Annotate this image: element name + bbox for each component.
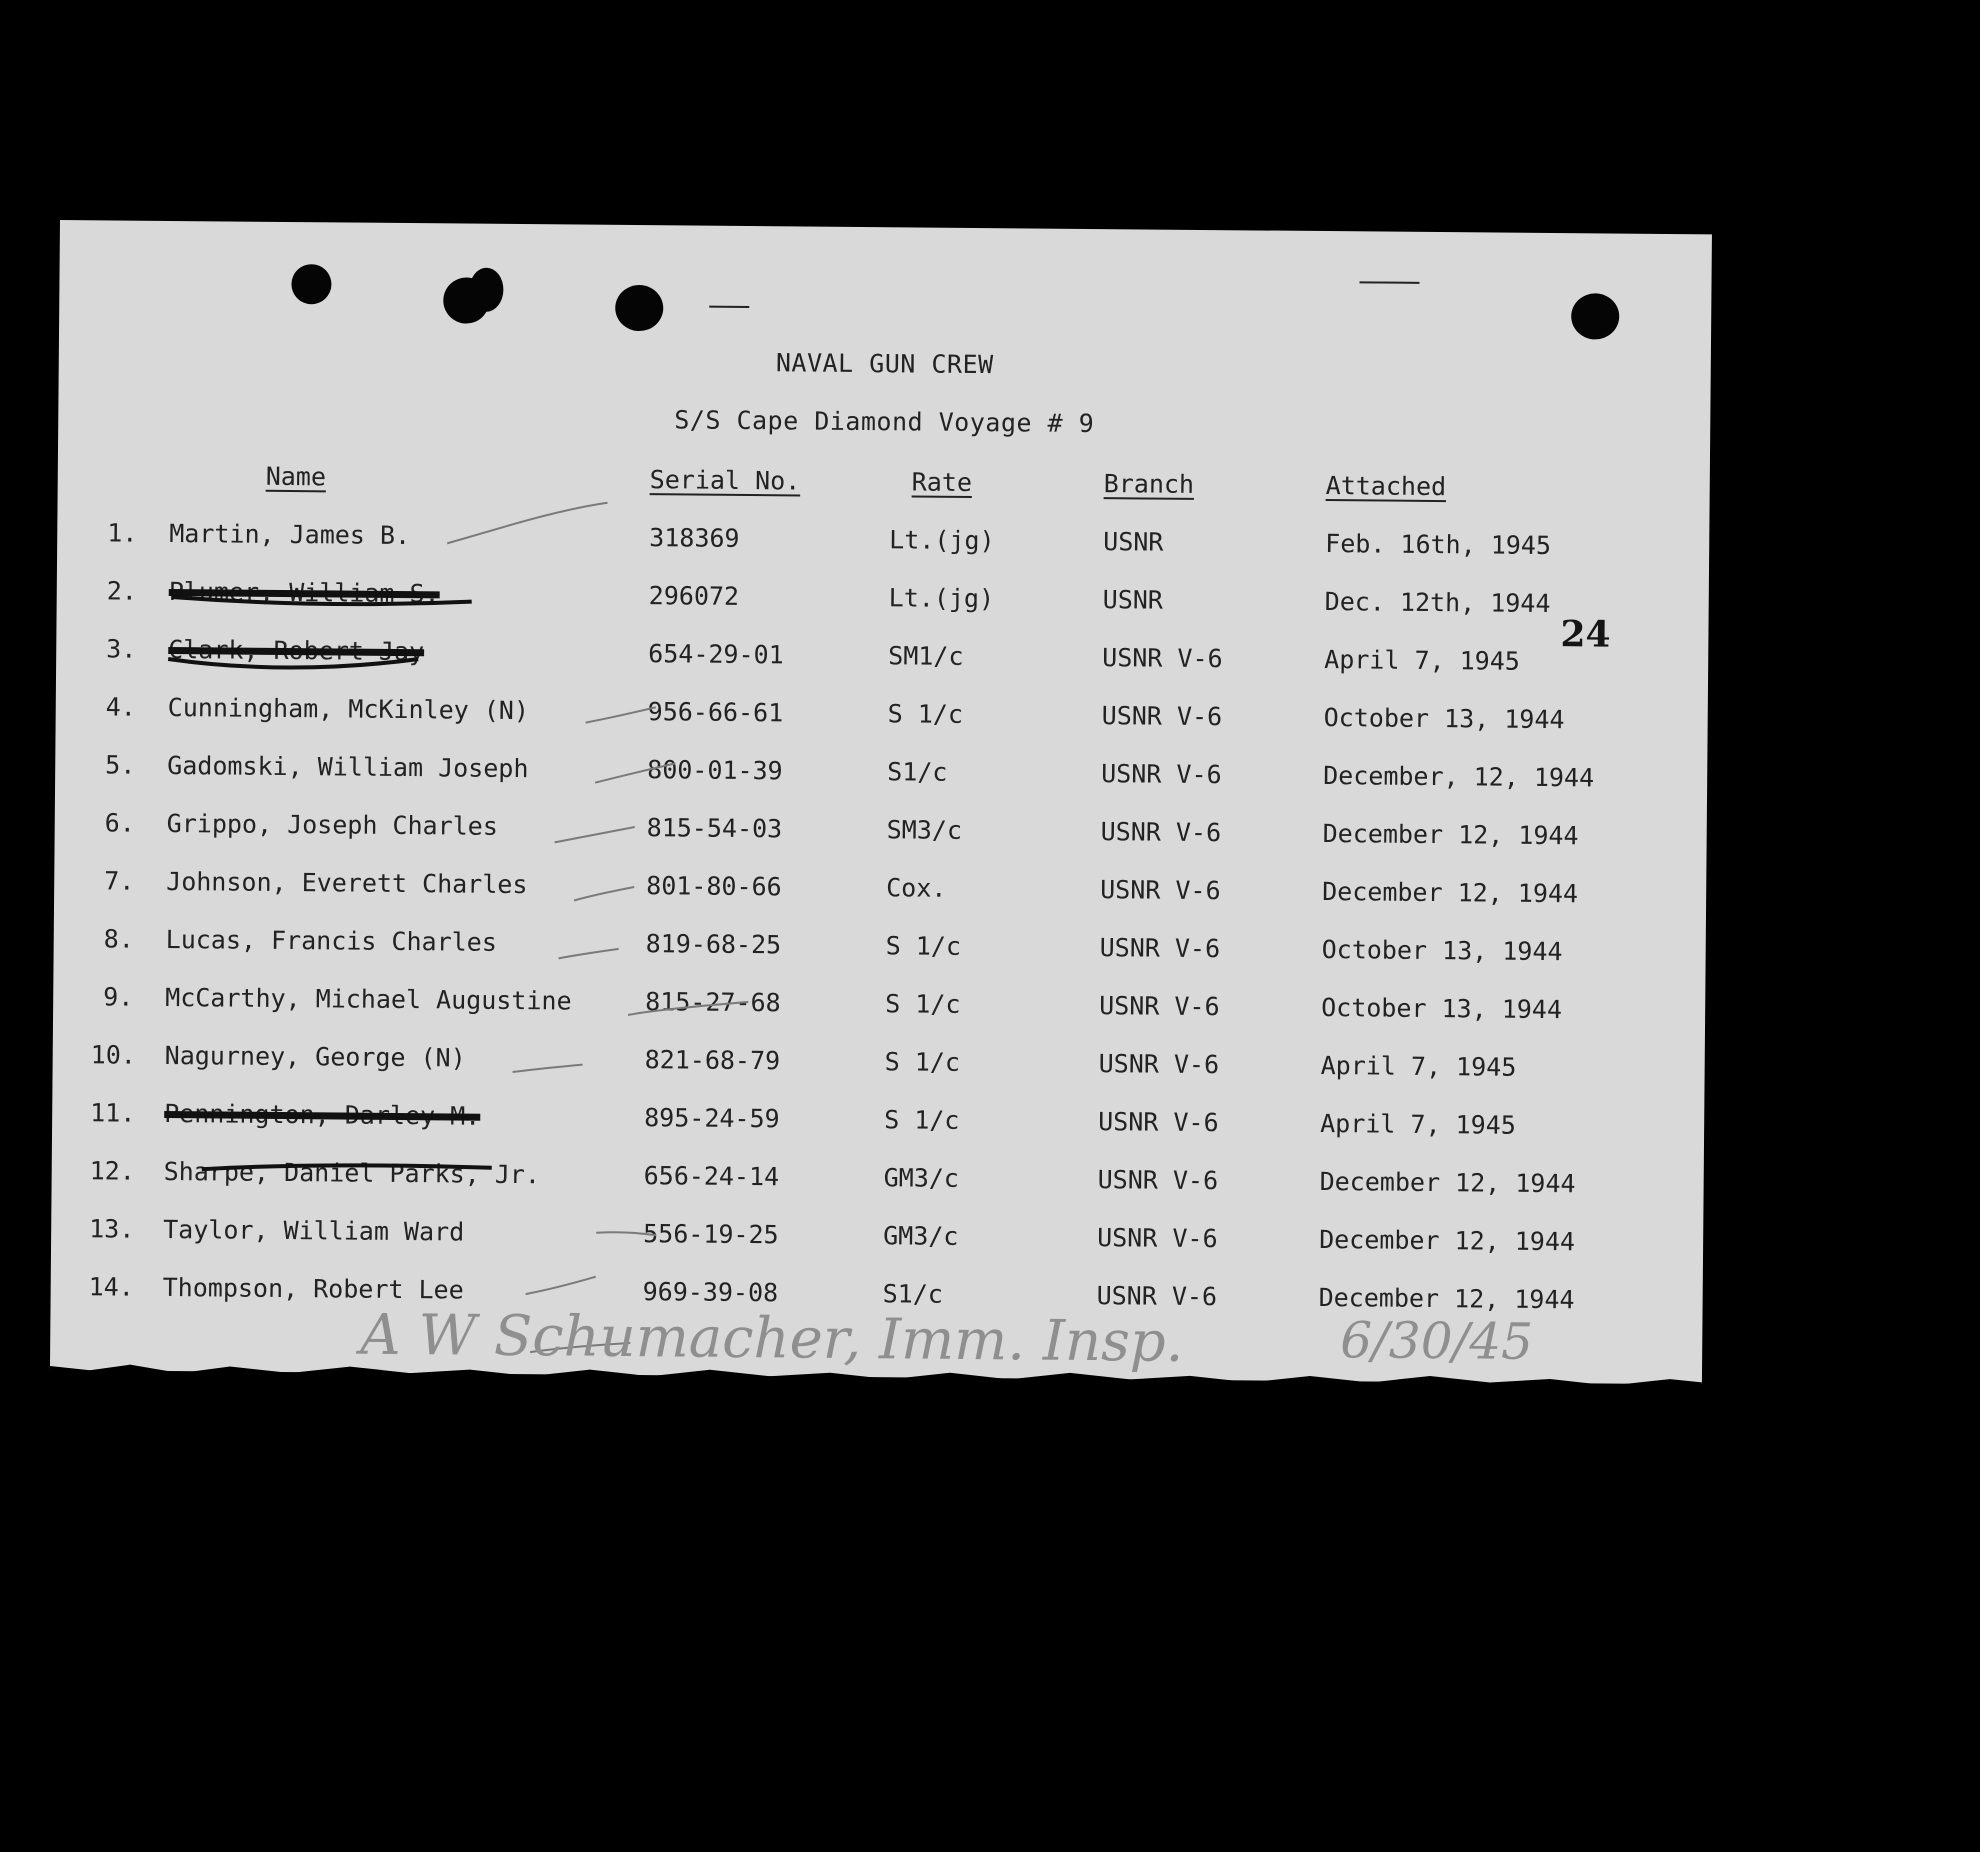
attached-date: April 7, 1945: [1320, 1051, 1517, 1082]
serial-number: 815-27-68: [645, 987, 781, 1018]
scribble-mark: [172, 597, 472, 605]
branch: USNR V-6: [1101, 701, 1223, 732]
column-header-attached: Attached: [1325, 471, 1447, 502]
branch: USNR V-6: [1099, 991, 1220, 1022]
row-number: 1.: [107, 518, 138, 548]
check-mark: [526, 1276, 596, 1295]
branch: USNR V-6: [1098, 1107, 1219, 1138]
row-number: 13.: [89, 1214, 135, 1244]
column-header-branch: Branch: [1103, 469, 1195, 499]
serial-number: 895-24-59: [644, 1103, 780, 1134]
row-number: 8.: [103, 924, 134, 954]
rate: GM3/c: [883, 1163, 960, 1193]
scribble-mark: [202, 1164, 492, 1172]
crew-name: Gadomski, William Joseph: [167, 750, 529, 784]
attached-date: December 12, 1944: [1318, 1283, 1575, 1315]
branch: USNR V-6: [1099, 933, 1221, 964]
check-mark: [586, 707, 656, 724]
attached-date: Dec. 12th, 1944: [1324, 587, 1551, 619]
branch: USNR V-6: [1096, 1281, 1218, 1312]
rate: S 1/c: [887, 699, 964, 729]
attached-date: April 7, 1945: [1320, 1109, 1516, 1140]
check-mark: [559, 948, 619, 959]
row-number: 3.: [106, 634, 137, 664]
rate: S 1/c: [884, 1047, 961, 1077]
column-header-name: Name: [265, 461, 327, 492]
branch: USNR V-6: [1097, 1165, 1219, 1196]
handwritten-date: 6/30/45: [1340, 1311, 1534, 1371]
serial-number: 656-24-14: [643, 1161, 780, 1192]
row-number: 2.: [106, 576, 137, 606]
serial-number: 801-80-66: [646, 871, 782, 902]
branch: USNR V-6: [1100, 875, 1221, 906]
serial-number: 318369: [649, 523, 740, 553]
check-mark: [595, 763, 675, 784]
crew-name-struck: Clark, Robert Jay: [168, 634, 425, 667]
check-mark: [513, 1064, 583, 1073]
attached-date: October 13, 1944: [1321, 993, 1563, 1025]
serial-number: 556-19-25: [643, 1219, 779, 1250]
scribble-mark: [168, 657, 418, 669]
attached-date: October 13, 1944: [1321, 935, 1563, 967]
crew-name: Taylor, William Ward: [163, 1214, 465, 1247]
serial-number: 821-68-79: [644, 1045, 781, 1076]
branch: USNR V-6: [1101, 759, 1222, 790]
column-header-rate: Rate: [911, 467, 973, 497]
row-number: 14.: [88, 1272, 134, 1302]
branch: USNR V-6: [1100, 817, 1222, 848]
attached-date: December 12, 1944: [1319, 1225, 1576, 1257]
branch: USNR: [1102, 585, 1164, 615]
serial-number: 800-01-39: [647, 755, 783, 786]
serial-number: 654-29-01: [648, 639, 784, 670]
row-number: 6.: [104, 808, 135, 838]
crew-name: Martin, James B.: [169, 518, 411, 551]
rate: S1/c: [882, 1279, 944, 1309]
rate: S 1/c: [884, 1105, 960, 1135]
rate: SM1/c: [888, 641, 964, 671]
rate: SM3/c: [886, 815, 963, 845]
attached-date: December, 12, 1944: [1323, 761, 1595, 793]
attached-date: Feb. 16th, 1945: [1325, 529, 1552, 561]
rate: S1/c: [887, 757, 948, 787]
crew-name: McCarthy, Michael Augustine: [165, 982, 572, 1016]
check-mark: [555, 826, 635, 843]
check-mark: [574, 887, 634, 902]
serial-number: 296072: [648, 581, 740, 611]
row-number: 4.: [105, 692, 136, 722]
rate: GM3/c: [883, 1221, 959, 1251]
crew-name: Lucas, Francis Charles: [165, 924, 497, 957]
column-header-serial: Serial No.: [649, 465, 801, 496]
crew-name-struck: Pennington, Darley M.: [164, 1098, 481, 1131]
branch: USNR V-6: [1097, 1223, 1218, 1254]
attached-date: April 7, 1945: [1324, 645, 1521, 676]
crew-name: Sharpe, Daniel Parks, Jr.: [163, 1156, 541, 1190]
row-number: 5.: [105, 750, 136, 780]
attached-date: December 12, 1944: [1319, 1167, 1576, 1199]
document-title: NAVAL GUN CREW: [775, 348, 994, 380]
check-mark: [447, 501, 607, 544]
check-mark: [628, 1001, 748, 1016]
crew-name: Johnson, Everett Charles: [166, 866, 528, 900]
attached-date: December 12, 1944: [1322, 877, 1579, 909]
serial-number: 969-39-08: [642, 1277, 779, 1308]
rate: Lt.(jg): [889, 525, 995, 556]
serial-number: 819-68-25: [645, 929, 782, 960]
document-subtitle: S/S Cape Diamond Voyage # 9: [674, 405, 1095, 439]
row-number: 9.: [103, 982, 134, 1012]
crew-name: Thompson, Robert Lee: [162, 1272, 464, 1305]
branch: USNR V-6: [1102, 643, 1223, 674]
row-number: 12.: [89, 1156, 135, 1186]
row-number: 7.: [104, 866, 135, 896]
row-number: 11.: [90, 1098, 136, 1128]
serial-number: 956-66-61: [647, 697, 784, 728]
crew-name-struck: Plumer, William S.: [168, 576, 440, 609]
row-number: 10.: [90, 1040, 136, 1070]
rate: S 1/c: [885, 989, 961, 1019]
crew-name: Grippo, Joseph Charles: [166, 808, 498, 841]
rate: Lt.(jg): [888, 583, 995, 614]
document-page: [50, 220, 1712, 1384]
serial-number: 815-54-03: [646, 813, 783, 844]
handwritten-signature: A W Schumacher, Imm. Insp.: [359, 1302, 1184, 1375]
page-number-stamp: 24: [1560, 613, 1611, 656]
rate: S 1/c: [885, 931, 962, 961]
rate: Cox.: [886, 873, 947, 903]
attached-date: December 12, 1944: [1322, 819, 1579, 851]
attached-date: October 13, 1944: [1323, 703, 1565, 735]
branch: USNR: [1103, 527, 1164, 557]
crew-name: Nagurney, George (N): [164, 1040, 466, 1073]
check-mark: [596, 1232, 656, 1235]
branch: USNR V-6: [1098, 1049, 1220, 1080]
check-marks: [50, 220, 1712, 1384]
crew-name: Cunningham, McKinley (N): [167, 692, 530, 726]
